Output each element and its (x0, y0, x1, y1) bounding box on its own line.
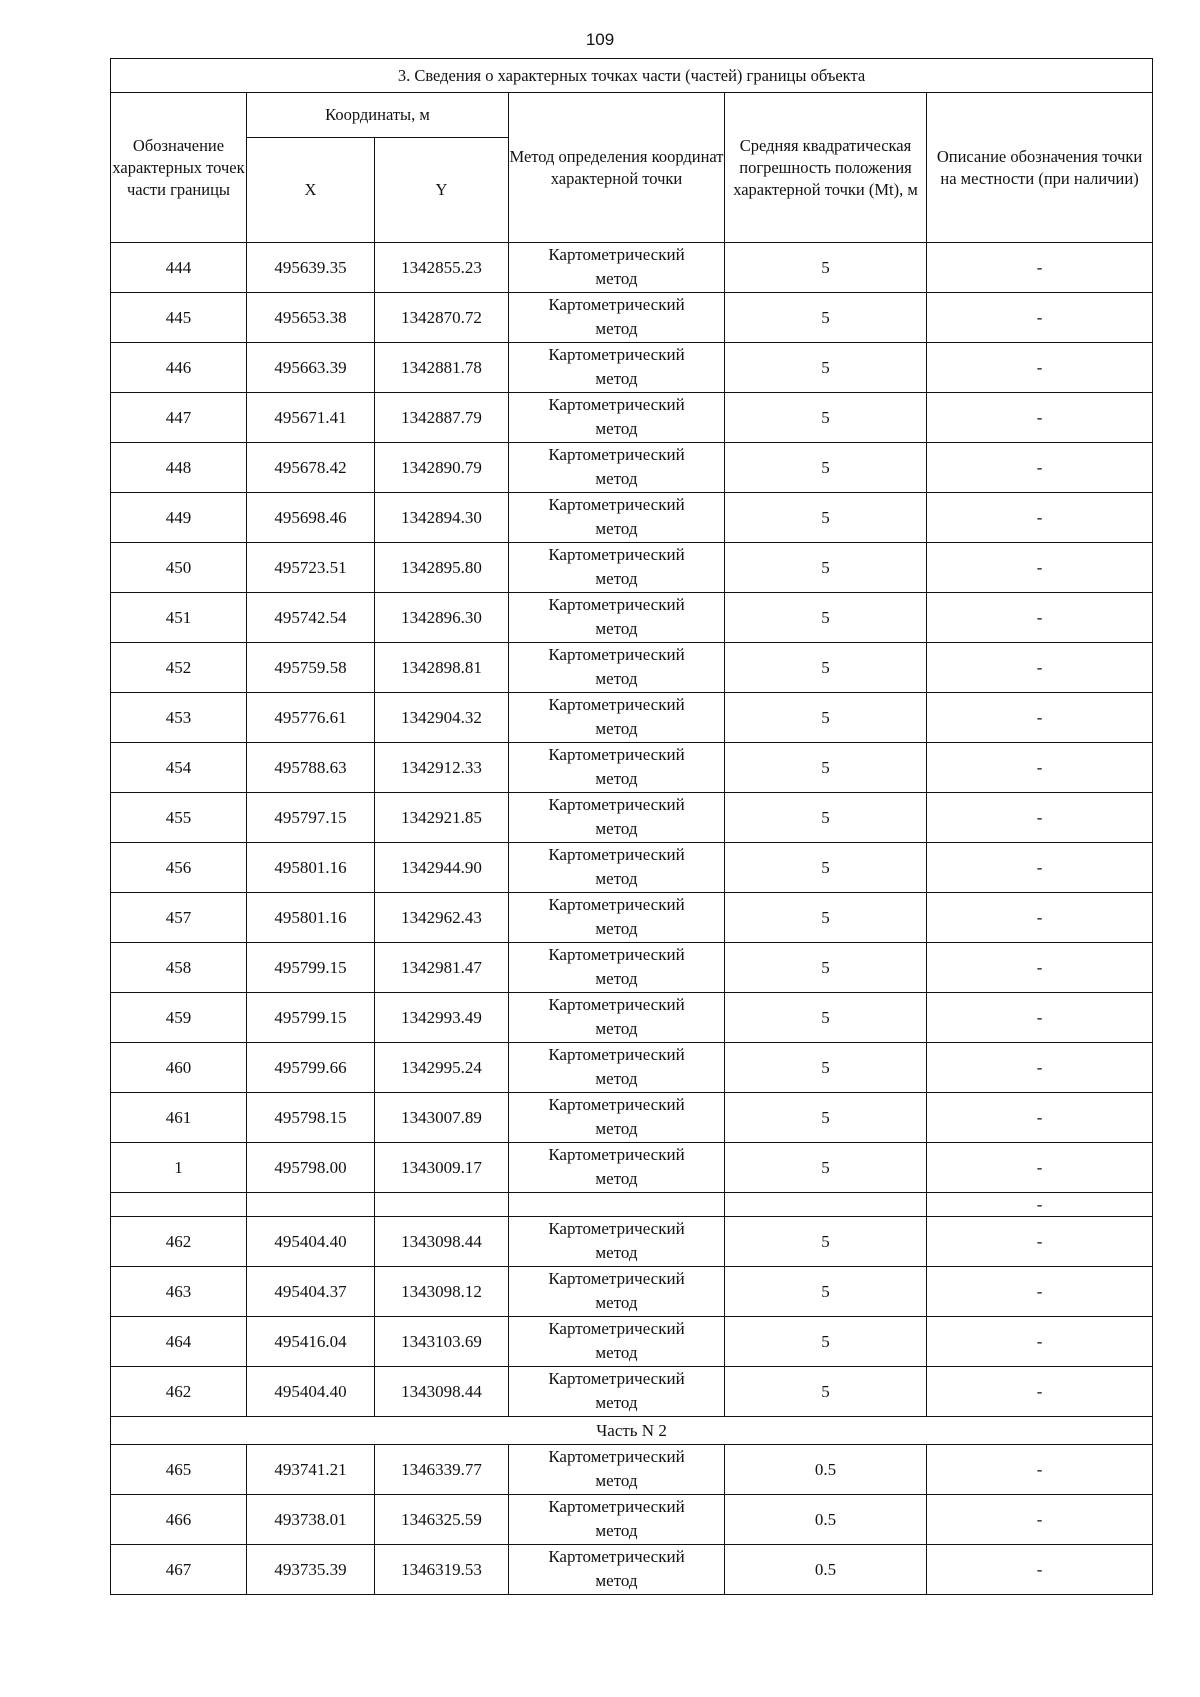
cell-description: - (927, 1193, 1153, 1217)
cell-point: 455 (111, 793, 247, 843)
cell-description: - (927, 843, 1153, 893)
cell-x: 495653.38 (247, 293, 375, 343)
cell-point: 465 (111, 1445, 247, 1495)
cell-y: 1342895.80 (375, 543, 509, 593)
cell-x: 495799.15 (247, 943, 375, 993)
cell-point: 452 (111, 643, 247, 693)
cell-method (509, 1217, 725, 1267)
method-line-1: Картометрический (548, 1094, 685, 1114)
method-line-2: метод (595, 1292, 638, 1312)
cell-description: - (927, 343, 1153, 393)
cell-y: 1346319.53 (375, 1545, 509, 1595)
cell-method (509, 593, 725, 643)
method-line-1: Картометрический (548, 1368, 685, 1388)
cell-point: 462 (111, 1367, 247, 1417)
method-line-1: Картометрический (548, 844, 685, 864)
method-line-1: Картометрический (548, 244, 685, 264)
table-row (111, 1445, 1153, 1495)
cell-point: 445 (111, 293, 247, 343)
cell-x: 495798.00 (247, 1143, 375, 1193)
table-row (111, 593, 1153, 643)
cell-error: 5 (725, 443, 927, 493)
header-point: Обозначение характерных точек части границы (111, 93, 247, 243)
boundary-points-table (110, 58, 1153, 1595)
cell-y: 1342896.30 (375, 593, 509, 643)
cell-x: 495799.66 (247, 1043, 375, 1093)
cell-point: 448 (111, 443, 247, 493)
method-line-1: Картометрический (548, 994, 685, 1014)
cell-point: 453 (111, 693, 247, 743)
cell-x: 495742.54 (247, 593, 375, 643)
table-row (111, 1267, 1153, 1317)
cell-description: - (927, 1093, 1153, 1143)
table-row (111, 693, 1153, 743)
method-line-2: метод (595, 668, 638, 688)
header-method: Метод определения координат характерной точки (509, 93, 725, 243)
cell-point: 447 (111, 393, 247, 443)
cell-y: 1342894.30 (375, 493, 509, 543)
cell-y: 1343098.44 (375, 1217, 509, 1267)
method-line-1: Картометрический (548, 444, 685, 464)
cell-error: 5 (725, 343, 927, 393)
cell-method (509, 1093, 725, 1143)
cell-error: 5 (725, 1217, 927, 1267)
cell-description: - (927, 1267, 1153, 1317)
method-line-2: метод (595, 1018, 638, 1038)
cell-description: - (927, 1545, 1153, 1595)
cell-y: 1343009.17 (375, 1143, 509, 1193)
cell-empty (725, 1193, 927, 1217)
cell-point: 449 (111, 493, 247, 543)
method-line-2: метод (595, 1342, 638, 1362)
cell-x: 493741.21 (247, 1445, 375, 1495)
cell-description: - (927, 443, 1153, 493)
cell-description: - (927, 1317, 1153, 1367)
table-row (111, 1317, 1153, 1367)
cell-y: 1342912.33 (375, 743, 509, 793)
table-row (111, 293, 1153, 343)
table-body-part1-a (111, 243, 1153, 1193)
method-line-2: метод (595, 918, 638, 938)
method-line-1: Картометрический (548, 1144, 685, 1164)
cell-empty (247, 1193, 375, 1217)
cell-description: - (927, 643, 1153, 693)
cell-method (509, 1143, 725, 1193)
cell-x: 495663.39 (247, 343, 375, 393)
cell-point: 464 (111, 1317, 247, 1367)
cell-method (509, 793, 725, 843)
cell-y: 1342887.79 (375, 393, 509, 443)
method-line-2: метод (595, 418, 638, 438)
cell-y: 1342962.43 (375, 893, 509, 943)
cell-x: 495776.61 (247, 693, 375, 743)
cell-description: - (927, 693, 1153, 743)
table-row (111, 1043, 1153, 1093)
method-line-2: метод (595, 818, 638, 838)
cell-method (509, 543, 725, 593)
cell-method (509, 643, 725, 693)
method-line-1: Картометрический (548, 1446, 685, 1466)
cell-error: 5 (725, 1143, 927, 1193)
cell-y: 1346325.59 (375, 1495, 509, 1545)
cell-point: 456 (111, 843, 247, 893)
table-row (111, 543, 1153, 593)
table-row-part-label (111, 1417, 1153, 1445)
cell-description: - (927, 793, 1153, 843)
cell-method (509, 393, 725, 443)
table-row (111, 443, 1153, 493)
method-line-1: Картометрический (548, 1318, 685, 1338)
cell-x: 495416.04 (247, 1317, 375, 1367)
cell-x: 495698.46 (247, 493, 375, 543)
method-line-2: метод (595, 1068, 638, 1088)
cell-y: 1342921.85 (375, 793, 509, 843)
cell-error: 5 (725, 1317, 927, 1367)
method-line-1: Картометрический (548, 1496, 685, 1516)
cell-point: 450 (111, 543, 247, 593)
cell-description: - (927, 243, 1153, 293)
cell-method (509, 843, 725, 893)
cell-x: 495404.37 (247, 1267, 375, 1317)
page-number: 109 (585, 30, 615, 49)
cell-description: - (927, 1367, 1153, 1417)
cell-point: 446 (111, 343, 247, 393)
table-row (111, 643, 1153, 693)
table-row (111, 793, 1153, 843)
method-line-2: метод (595, 1392, 638, 1412)
cell-description: - (927, 593, 1153, 643)
cell-y: 1342944.90 (375, 843, 509, 893)
method-line-1: Картометрический (548, 694, 685, 714)
table-row (111, 1495, 1153, 1545)
cell-y: 1343098.12 (375, 1267, 509, 1317)
cell-error: 5 (725, 1367, 927, 1417)
method-line-1: Картометрический (548, 794, 685, 814)
cell-point: 451 (111, 593, 247, 643)
cell-x: 495723.51 (247, 543, 375, 593)
cell-method (509, 443, 725, 493)
cell-description: - (927, 1043, 1153, 1093)
cell-y: 1342993.49 (375, 993, 509, 1043)
cell-x: 495678.42 (247, 443, 375, 493)
method-line-1: Картометрический (548, 344, 685, 364)
table-body-part2 (111, 1445, 1153, 1595)
cell-error: 5 (725, 693, 927, 743)
cell-y: 1342881.78 (375, 343, 509, 393)
cell-point: 460 (111, 1043, 247, 1093)
cell-description: - (927, 743, 1153, 793)
method-line-1: Картометрический (548, 394, 685, 414)
cell-error: 0.5 (725, 1495, 927, 1545)
cell-point: 459 (111, 993, 247, 1043)
method-line-1: Картометрический (548, 294, 685, 314)
cell-empty (375, 1193, 509, 1217)
cell-error: 5 (725, 1043, 927, 1093)
method-line-1: Картометрический (548, 494, 685, 514)
cell-description: - (927, 293, 1153, 343)
cell-point: 461 (111, 1093, 247, 1143)
cell-error: 0.5 (725, 1445, 927, 1495)
table-row (111, 393, 1153, 443)
cell-description: - (927, 1217, 1153, 1267)
cell-x: 495801.16 (247, 893, 375, 943)
method-line-2: метод (595, 1242, 638, 1262)
cell-error: 5 (725, 993, 927, 1043)
cell-description: - (927, 943, 1153, 993)
table-row-empty (111, 1193, 1153, 1217)
cell-description: - (927, 893, 1153, 943)
cell-error: 5 (725, 1093, 927, 1143)
cell-point: 457 (111, 893, 247, 943)
cell-point: 467 (111, 1545, 247, 1595)
cell-point: 444 (111, 243, 247, 293)
table-body-part1-b (111, 1217, 1153, 1417)
cell-error: 5 (725, 1267, 927, 1317)
cell-method (509, 893, 725, 943)
table-row (111, 1217, 1153, 1267)
header-description: Описание обозначения точки на местности (при наличии) (927, 93, 1153, 243)
method-line-1: Картометрический (548, 944, 685, 964)
cell-error: 5 (725, 843, 927, 893)
cell-y: 1343103.69 (375, 1317, 509, 1367)
method-line-1: Картометрический (548, 744, 685, 764)
table-row (111, 493, 1153, 543)
cell-error: 5 (725, 243, 927, 293)
method-line-2: метод (595, 718, 638, 738)
cell-point: 454 (111, 743, 247, 793)
table-row (111, 1143, 1153, 1193)
cell-method (509, 1445, 725, 1495)
cell-error: 5 (725, 593, 927, 643)
cell-error: 0.5 (725, 1545, 927, 1595)
cell-method (509, 743, 725, 793)
method-line-1: Картометрический (548, 594, 685, 614)
method-line-2: метод (595, 568, 638, 588)
cell-x: 495799.15 (247, 993, 375, 1043)
cell-x: 495759.58 (247, 643, 375, 693)
cell-error: 5 (725, 643, 927, 693)
cell-error: 5 (725, 493, 927, 543)
table-row (111, 843, 1153, 893)
cell-x: 493735.39 (247, 1545, 375, 1595)
cell-y: 1342981.47 (375, 943, 509, 993)
cell-point: 1 (111, 1143, 247, 1193)
cell-description: - (927, 493, 1153, 543)
method-line-2: метод (595, 618, 638, 638)
method-line-2: метод (595, 968, 638, 988)
cell-point: 466 (111, 1495, 247, 1545)
cell-method (509, 343, 725, 393)
cell-y: 1342855.23 (375, 243, 509, 293)
cell-description: - (927, 1495, 1153, 1545)
method-line-2: метод (595, 1168, 638, 1188)
cell-y: 1343007.89 (375, 1093, 509, 1143)
table-row (111, 1367, 1153, 1417)
cell-method (509, 1367, 725, 1417)
cell-method (509, 293, 725, 343)
cell-description: - (927, 393, 1153, 443)
cell-error: 5 (725, 393, 927, 443)
method-line-2: метод (595, 518, 638, 538)
cell-y: 1342890.79 (375, 443, 509, 493)
part-label: Часть N 2 (111, 1417, 1153, 1445)
cell-x: 495801.16 (247, 843, 375, 893)
cell-y: 1342870.72 (375, 293, 509, 343)
method-line-2: метод (595, 1570, 638, 1590)
cell-x: 495404.40 (247, 1217, 375, 1267)
method-line-1: Картометрический (548, 644, 685, 664)
cell-method (509, 993, 725, 1043)
table-row (111, 993, 1153, 1043)
cell-empty (111, 1193, 247, 1217)
header-error: Средняя квадратическая погрешность положения характерной точки (Mt), м (725, 93, 927, 243)
cell-x: 495798.15 (247, 1093, 375, 1143)
method-line-1: Картометрический (548, 544, 685, 564)
cell-y: 1346339.77 (375, 1445, 509, 1495)
table-title: 3. Сведения о характерных точках части (частей) границы объекта (111, 59, 1153, 93)
cell-x: 495788.63 (247, 743, 375, 793)
table-row (111, 943, 1153, 993)
cell-error: 5 (725, 293, 927, 343)
cell-method (509, 1043, 725, 1093)
header-x: X (247, 138, 375, 243)
header-y: Y (375, 138, 509, 243)
cell-x: 495404.40 (247, 1367, 375, 1417)
cell-method (509, 1495, 725, 1545)
table-row (111, 743, 1153, 793)
cell-description: - (927, 543, 1153, 593)
cell-y: 1342904.32 (375, 693, 509, 743)
cell-error: 5 (725, 893, 927, 943)
cell-method (509, 693, 725, 743)
method-line-2: метод (595, 268, 638, 288)
cell-method (509, 1267, 725, 1317)
method-line-1: Картометрический (548, 1546, 685, 1566)
cell-error: 5 (725, 793, 927, 843)
cell-point: 463 (111, 1267, 247, 1317)
method-line-1: Картометрический (548, 1218, 685, 1238)
cell-method (509, 943, 725, 993)
method-line-2: метод (595, 368, 638, 388)
cell-method (509, 1317, 725, 1367)
method-line-2: метод (595, 468, 638, 488)
method-line-2: метод (595, 1520, 638, 1540)
cell-x: 495797.15 (247, 793, 375, 843)
method-line-2: метод (595, 318, 638, 338)
table-row (111, 893, 1153, 943)
cell-y: 1343098.44 (375, 1367, 509, 1417)
cell-error: 5 (725, 943, 927, 993)
cell-point: 462 (111, 1217, 247, 1267)
method-line-2: метод (595, 868, 638, 888)
cell-description: - (927, 1445, 1153, 1495)
cell-method (509, 493, 725, 543)
cell-method (509, 1545, 725, 1595)
method-line-1: Картометрический (548, 1044, 685, 1064)
method-line-2: метод (595, 1470, 638, 1490)
method-line-2: метод (595, 1118, 638, 1138)
table-row (111, 343, 1153, 393)
table-row (111, 1093, 1153, 1143)
cell-y: 1342995.24 (375, 1043, 509, 1093)
cell-x: 493738.01 (247, 1495, 375, 1545)
header-coordinates: Координаты, м (247, 93, 509, 138)
cell-description: - (927, 1143, 1153, 1193)
cell-empty (509, 1193, 725, 1217)
cell-error: 5 (725, 743, 927, 793)
table-body-part2-label (111, 1417, 1153, 1445)
table-row (111, 1545, 1153, 1595)
cell-point: 458 (111, 943, 247, 993)
method-line-1: Картометрический (548, 1268, 685, 1288)
cell-x: 495639.35 (247, 243, 375, 293)
method-line-2: метод (595, 768, 638, 788)
cell-description: - (927, 993, 1153, 1043)
method-line-1: Картометрический (548, 894, 685, 914)
cell-x: 495671.41 (247, 393, 375, 443)
table-body-gap (111, 1193, 1153, 1217)
table-row (111, 243, 1153, 293)
cell-method (509, 243, 725, 293)
cell-y: 1342898.81 (375, 643, 509, 693)
cell-error: 5 (725, 543, 927, 593)
